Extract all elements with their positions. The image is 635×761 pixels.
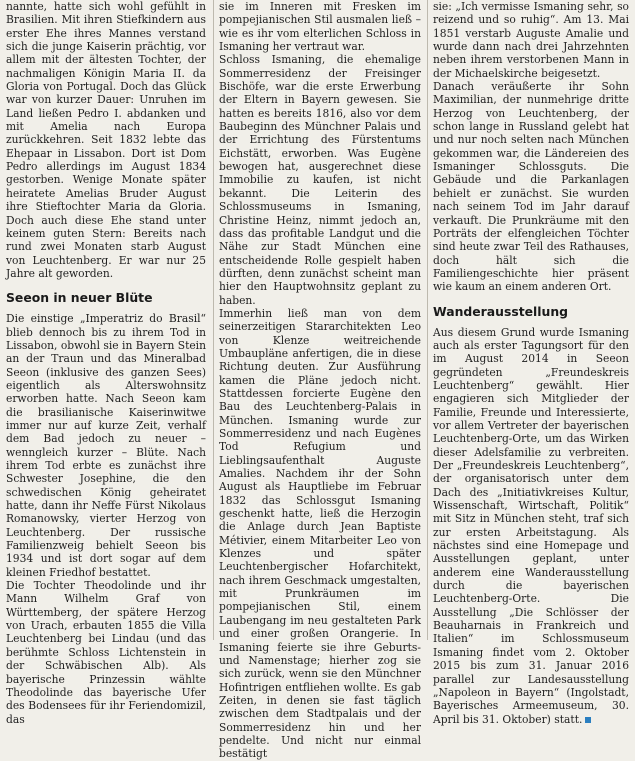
paragraph: nannte, hatte sich wohl gefühlt in Brasilien. Mit ihren Stiefkindern aus erster Ehe ihres Mannes verstand sich die junge Kaiserin prächtig, vor allem mit der ältesten Tochter, der nachmaligen Königin Maria II. da Gloria von Portugal. Doch das Glück war von kurzer Dauer: Unruhen im Land ließen Pedro I. abdanken und mit Amelia nach Europa zurückkehren. Seit 1832 lebte das Ehepaar in Lissabon. Dort ist Dom Pedro allerdings im August 1834 gestorben. Wenige Monate später heiratete Amelias Bruder August ihre Stieftochter Maria da Gloria. Doch auch diese Ehe stand unter keinem guten Stern: Bereits nach rund zwei Monaten starb August von Leuchtenberg. Er war nur 25 Jahre alt geworden. bbox=[6, 0, 206, 280]
paragraph: sie im Inneren mit Fresken im pompejianischen Stil ausmalen ließ – wie es ihr vom elterlichen Schloss in Ismaning her vertraut war. bbox=[219, 0, 421, 54]
paragraph: Schloss Ismaning, die ehemalige Sommerresidenz der Freisinger Bischöfe, war die erste Erwerbung der Eltern in Bayern gewesen. Sie hatten es bereits 1816, also vor dem Baubeginn des Münchner Palais und der Errichtung des Fürstentums Eichstätt, erworben. Was Eugène bewogen hat, ausgerechnet diese Immobilie zu kaufen, ist nicht bekannt. Die Leiterin des Schlossmuseums in Ismaning, Christine Heinz, nimmt jedoch an, dass das profitable Landgut und die Nähe zur Stadt München eine entscheidende Rolle gespielt haben dürften, denn zunächst scheint man hier den Hauptwohnsitz geplant zu haben. bbox=[219, 53, 421, 307]
paragraph: Die Tochter Theodolinde und ihr Mann Wilhelm Graf von Württemberg, der spätere Herzog von Urach, erbauten 1855 die Villa Leuchtenberg bei Lindau (und das berühmte Schloss Lichtenstein in der Schwäbischen Alb). Als bayerische Prinzessin wählte Theodolinde das bayerische Ufer des Bodensees für ihr Feriendomizil, das bbox=[6, 579, 206, 726]
paragraph: Danach veräußerte ihr Sohn Maximilian, der nunmehrige dritte Herzog von Leuchtenberg, der schon lange in Russland gelebt hat und nur noch selten nach München gekommen war, die Ländereien des Ismaninger Schlossguts. Die Gebäude und die Parkanlagen behielt er zunächst. Sie wurden nach seinem Tod im Jahr darauf verkauft. Die Prunkräume mit den Porträts der elfengleichen Töchter sind heute zwar Teil des Rathauses, doch hält sich die Familiengeschichte hier präsent wie kaum an einem anderen Ort. bbox=[433, 80, 629, 294]
column-3 bbox=[433, 0, 629, 726]
paragraph: Die einstige „Imperatriz do Brasil“ blieb dennoch bis zu ihrem Tod in Lissabon, obwohl sie in Bayern Stein an der Traun und das Mineralbad Seeon (inklusive des ganzen Sees) eigentlich als Alterswohnsitz erworben hatte. Nach Seeon kam die brasilianische Kaiserinwitwe immer nur auf kurze Zeit, verhalf dem Bad jedoch zu neuer – wenngleich kurzer – Blüte. Nach ihrem Tod erbte es zunächst ihre Schwester Josephine, die den schwedischen König geheiratet hatte, dann ihr Neffe Fürst Nikolaus Romanowsky, vierter Herzog von Leuchtenberg. Der russische Familienzweig behielt Seeon bis 1934 und ist dort sogar auf dem kleinen Friedhof bestattet. bbox=[6, 312, 206, 579]
paragraph: sie: „Ich vermisse Ismaning sehr, so reizend und so ruhig“. Am 13. Mai 1851 verstarb Auguste Amalie und wurde dann nach drei Jahrzehnten neben ihrem verstorbenen Mann in der Michaelskirche beigesetzt. bbox=[433, 0, 629, 80]
paragraph-text: Aus diesem Grund wurde Ismaning auch als erster Tagungsort für den im August 2014 in Seeon gegründeten „Freundeskreis Leuchtenberg“ gewählt. Hier engagieren sich Mitglieder der Familie, Freunde und Interessierte, vor allem Vertreter der bayerischen Leuchtenberg-Orte, um das Wirken dieser Adelsfamilie zu verbreiten. Der „Freundeskreis Leuchtenberg“, der organisatorisch unter dem Dach des „Initiativkreises Kultur, Wissenschaft, Wirtschaft, Politik“ mit Sitz in München steht, traf sich zur ersten Arbeitstagung. Als nächstes sind eine Homepage und Ausstellungen geplant, unter anderem eine Wanderausstellung durch die bayerischen Leuchtenberg-Orte. Die Ausstellung „Die Schlösser der Beauharnais in Frankreich und Italien“ im Schlossmuseum Ismaning findet vom 2. Oktober 2015 bis zum 31. Januar 2016 parallel zur Landesausstellung „Napoleon in Bayern“ (Ingolstadt, Bayerisches Armeemuseum, 30. April bis 31. Oktober) statt. bbox=[433, 325, 629, 726]
paragraph-final bbox=[433, 326, 629, 726]
subheading: Seeon in neuer Blüte bbox=[6, 290, 153, 306]
paragraph: Immerhin ließ man von dem seinerzeitigen Stararchitekten Leo von Klenze weitreichende Umbaupläne anfertigen, die in diese Richtung deuten. Zur Ausführung kamen die Pläne jedoch nicht. Stattdessen forcierte Eugène den Bau des Leuchtenberg-Palais in München. Ismaning wurde zur Sommerresidenz und nach Eugènes Tod Refugium und Lieblingsaufenthalt Auguste Amalies. Nachdem ihr der Sohn August als Hauptliebe im Februar 1832 das Schlossgut Ismaning geschenkt hatte, ließ die Herzogin die Anlage durch Jean Baptiste Métivier, einem Mitarbeiter Leo von Klenzes und später Leuchtenbergischer Hofarchitekt, nach ihrem Geschmack umgestalten, mit Prunkräumen im pompejianischen Stil, einem Laubengang im neu gestalteten Park und einer großen Orangerie. In Ismaning feierte sie ihre Geburts- und Namenstage; hierher zog sie sich zurück, wenn sie den Münchner Hofintrigen entfliehen wollte. Es gab Zeiten, in denen sie fast täglich zwischen dem Stadtpalais und der Sommerresidenz hin und her pendelte. Und nicht nur einmal bestätigt bbox=[219, 306, 421, 761]
column-2 bbox=[219, 0, 421, 761]
column-divider bbox=[213, 0, 214, 640]
column-divider bbox=[427, 0, 428, 640]
end-of-article-icon bbox=[585, 717, 591, 723]
column-1 bbox=[6, 0, 206, 726]
subheading: Wanderausstellung bbox=[433, 303, 569, 319]
